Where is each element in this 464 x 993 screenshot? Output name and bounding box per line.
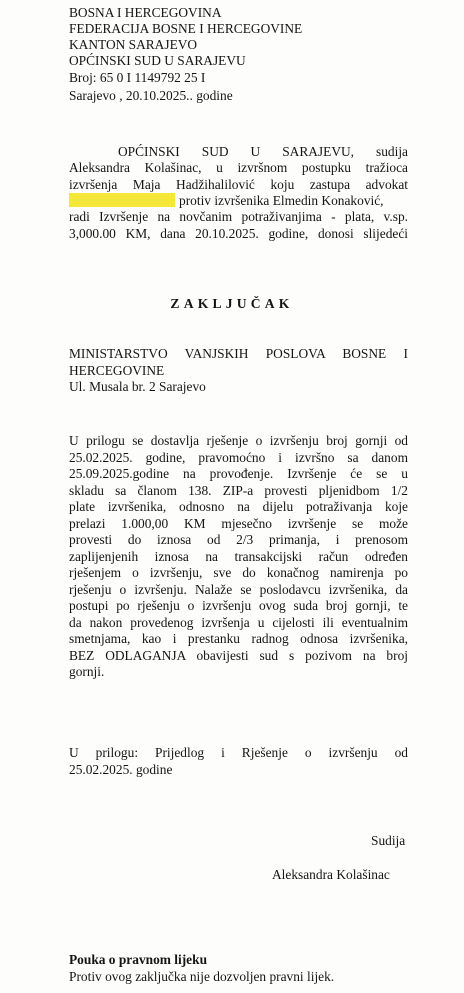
redacted-highlight [69,193,175,207]
recipient-address: Ul. Musala br. 2 Sarajevo [69,379,206,394]
intro-line: izvršenja Maja Hadžihalilović koju zastupa advokat [69,177,408,192]
body-line: provesti do iznosa od 2/3 primanja, i prenosom [69,532,408,547]
intro-line: OPĆINSKI SUD U SARAJEVU, sudija [118,144,408,159]
header-case-number: Broj: 65 0 I 1149792 25 I [69,70,206,85]
body-line: gornji. [69,664,105,679]
body-line: smetnjama, kao i prestanku radnog odnosa izvršenika, [69,631,408,646]
body-line: postupi po rješenju o izvršenju ovog suda broj gornji, te [69,598,408,613]
body-line: 25.09.2025.godine na provođenje. Izvršenje će se u [69,466,408,481]
body-line-text: obavijesti sud s pozivom na broj [185,648,408,663]
body-line [69,648,408,665]
body-line: 25.02.2025. godine, pravomoćno i izvršno sa danom [69,450,408,465]
recipient-name: MINISTARSTVO VANJSKIH POSLOVA BOSNE I [69,346,408,361]
intro-line: radi Izvršenje na novčanim potraživanjima - plata, v.sp. [69,209,408,224]
legal-remedy-text: Protiv ovog zaključka nije dozvoljen pravni lijek. [69,969,335,984]
intro-line [69,193,384,209]
body-line: U prilogu se dostavlja rješenje o izvršenju broj gornji od [69,433,408,448]
signature-name: Aleksandra Kolašinac [272,867,390,882]
body-line: plate izvršenika, odnosno na dijelu potraživanja koje [69,499,408,514]
body-line: da nakon provedenog izvršenja u cijelosti ili eventualnim [69,615,408,630]
body-line: rješenju o izvršenju. Nalaže se poslodavcu izvršenika, da [69,582,408,597]
body-line: rješenjem o izvršenju, sve do konačnog namirenja po [69,565,408,580]
attachment-line: U prilogu: Prijedlog i Rješenje o izvršenju od [69,745,408,760]
intro-line: Aleksandra Kolašinac, u izvršnom postupku tražioca [69,160,408,175]
body-line: zaplijenjenih iznosa na transakcijski račun određen [69,549,408,564]
body-line: skladu sa članom 138. ZIP-a provesti pljenidbom 1/2 [69,483,408,498]
header-canton: KANTON SARAJEVO [69,37,198,52]
header-court: OPĆINSKI SUD U SARAJEVU [69,53,246,68]
header-federation: FEDERACIJA BOSNE I HERCEGOVINE [69,21,303,36]
intro-line-text: protiv izvršenika Elmedin Konaković, [179,193,384,208]
document-title: ZAKLJUČAK [170,296,294,311]
header-place-date: Sarajevo , 20.10.2025.. godine [69,88,233,103]
header-country: BOSNA I HERCEGOVINA [69,5,222,20]
attachment-line: 25.02.2025. godine [69,762,173,777]
intro-line: 3,000.00 KM, dana 20.10.2025. godine, donosi slijedeći [69,226,408,241]
body-line: prelazi 1.000,00 KM mjesečno izvršenje se može [69,516,408,531]
signature-role: Sudija [371,833,406,848]
legal-remedy-heading: Pouka o pravnom lijeku [69,952,208,967]
recipient-name-cont: HERCEGOVINE [69,363,165,378]
emphasis-text: BEZ ODLAGANJA [69,648,186,663]
